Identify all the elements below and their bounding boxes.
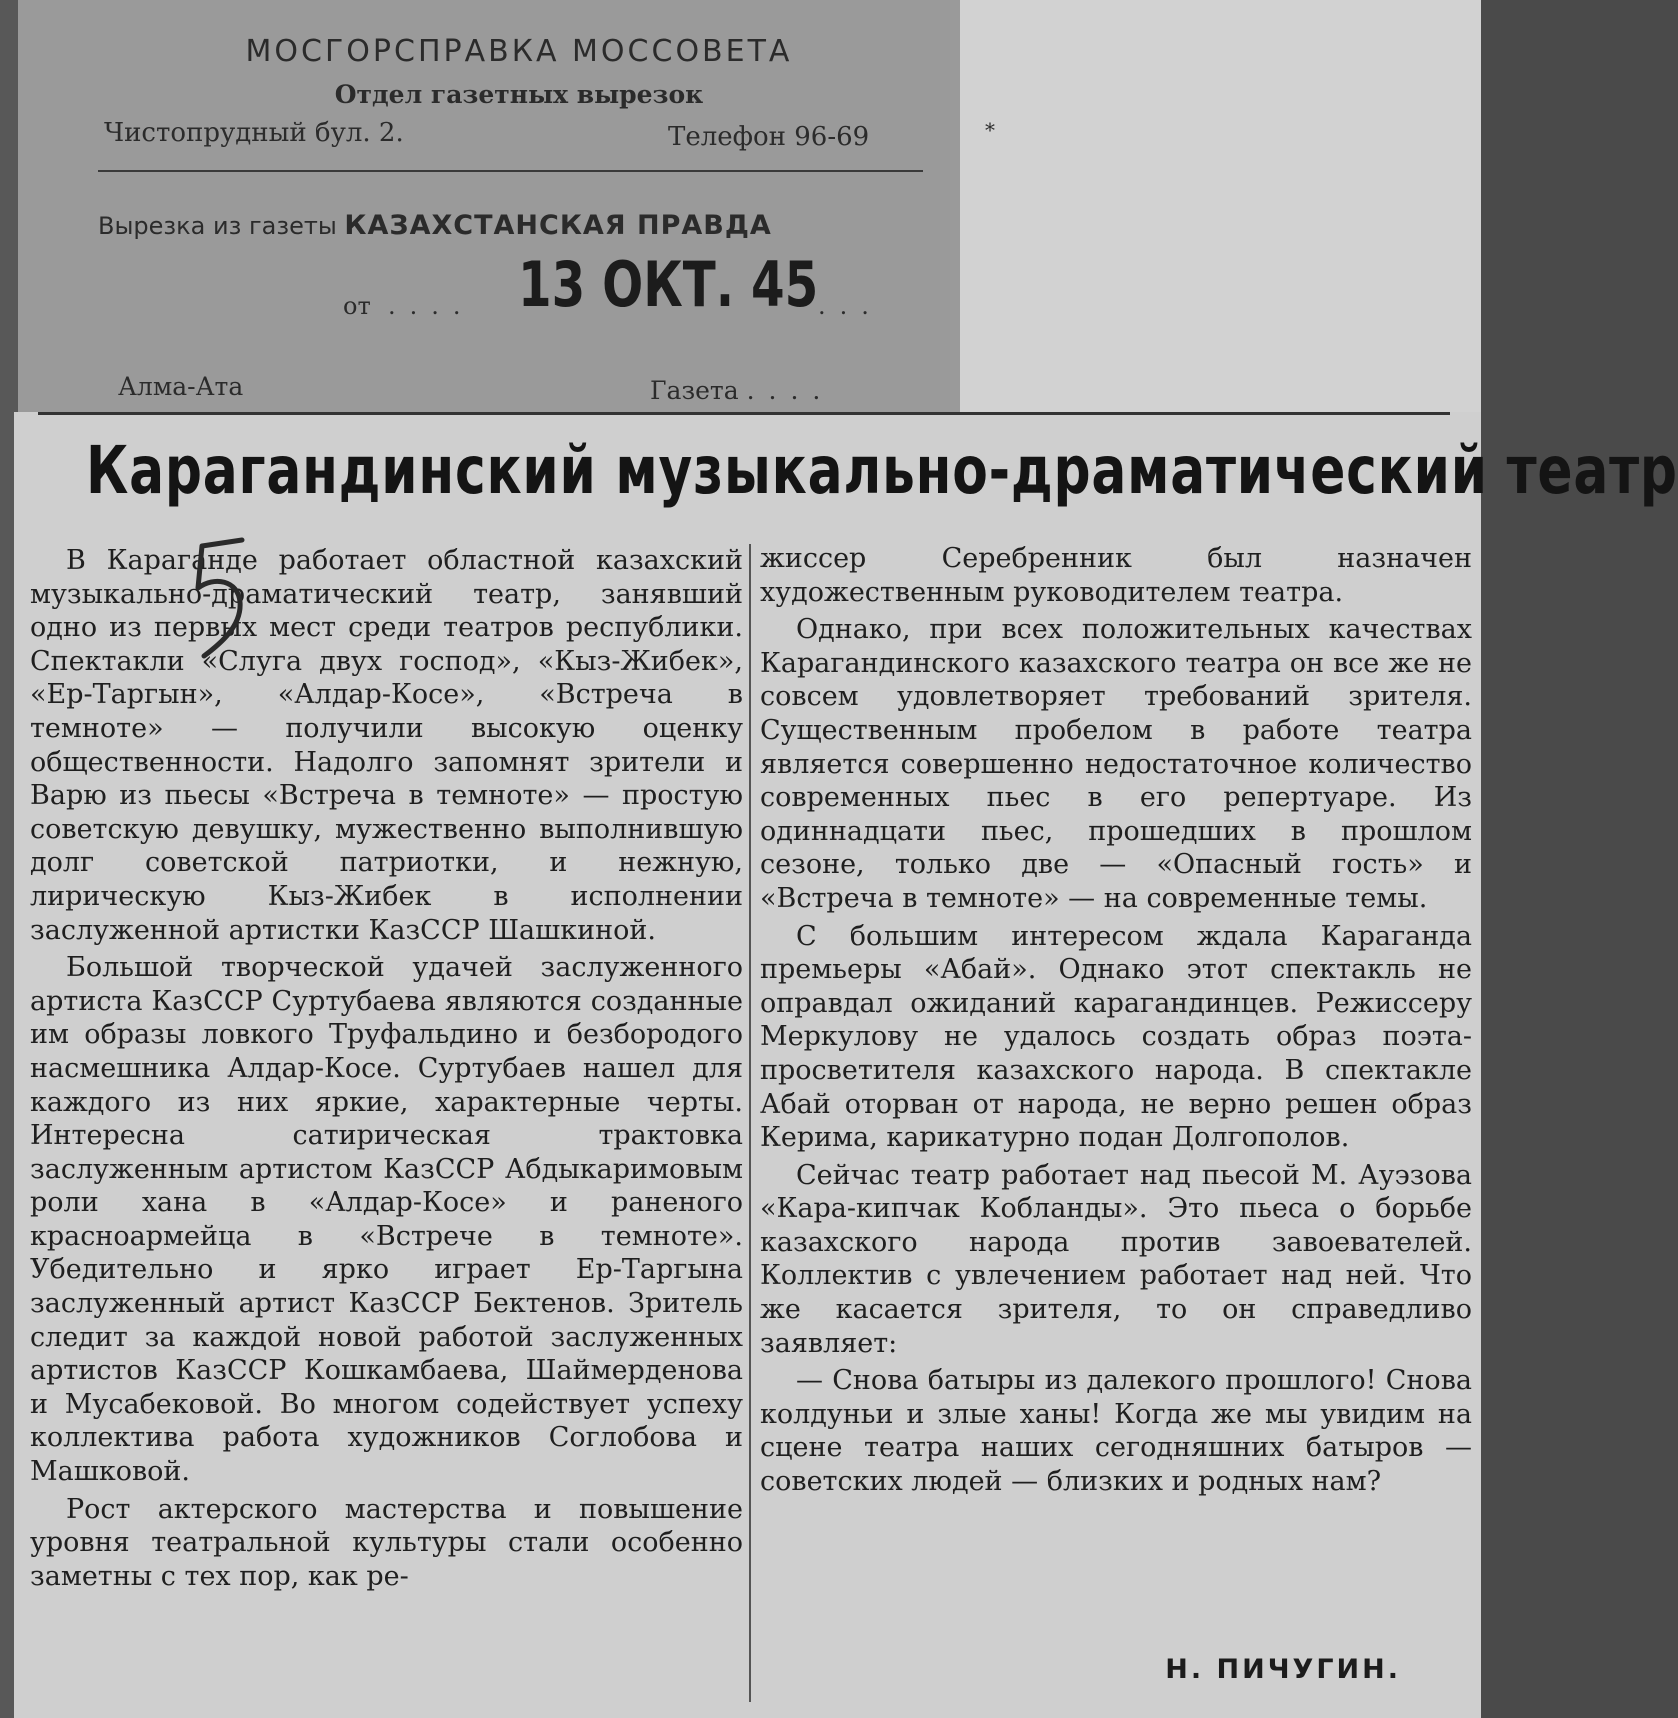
stamp-source-name: КАЗАХСТАНСКАЯ ПРАВДА xyxy=(344,210,772,241)
right-paragraph-2: Однако, при всех положительных качествах Карагандинского казахского театра он все же не совсем удовлетворяет требований зрителя. Существенным пробелом в работе театра является совершенно недостаточное количество современных пьес в его репертуаре. Из одиннадцати пьес, прошедших в прошлом сезоне, только две — «Опасный гость» и «Встреча в темноте» — на современные темы. xyxy=(760,614,1472,914)
right-paragraph-1: жиссер Серебренник был назначен художественным руководителем театра. xyxy=(760,543,1472,608)
article-column-right xyxy=(760,542,1472,1499)
stamp-star-mark: * xyxy=(985,118,995,142)
stamp-dots: .... xyxy=(388,292,475,320)
left-paragraph-3: Рост актерского мастерства и повышение уровня театральной культуры стали особенно заметны с тех пор, как ре- xyxy=(30,1493,743,1592)
stamp-source-label: Вырезка из газеты xyxy=(98,212,337,240)
stamp-department: Отдел газетных вырезок xyxy=(334,80,704,109)
article-headline: Карагандинский музыкально-драматический театр xyxy=(86,432,1678,509)
right-paragraph-5: — Снова батыры из далекого прошлого! Снова колдуньи и злые ханы! Когда же мы увидим на сцене театра наших сегодняшних батыров — советских людей — близких и родных нам? xyxy=(760,1365,1472,1498)
stamp-date: 13 ОКТ. 45 xyxy=(518,248,819,321)
stamp-dots-trailing: ... xyxy=(818,292,883,320)
clipping-top-rule xyxy=(38,412,1450,415)
left-paragraph-2: Большой творческой удачей заслуженного артиста КазССР Суртубаева являются созданные им образы ловкого Труфальдино и безбородого насмешника Алдар-Косе. Суртубаев нашел для каждого из них яркие, характерные черты. Интересна сатирическая трактовка заслуженным артистом КазССР Абдыкаримовым роли хана в «Алдар-Косе» и раненого красноармейца в «Встрече в темноте». Убедительно и ярко играет Ер-Таргына заслуженный артист КазССР Бектенов. Зритель следит за каждой новой работой заслуженных артистов КазССР Кошкамбаева, Шаймерденова и Мусабековой. Во многом содействует успеху коллектива работа художников Соглобова и Машковой. xyxy=(30,952,743,1488)
stamp-phone: Телефон 96-69 xyxy=(668,122,870,152)
right-paragraph-4: Сейчас театр работает над пьесой М. Ауэзова «Кара-кипчак Кобланды». Это пьеса о борьбе казахского народа против завоевателей. Коллектив с увлечением работает над ней. Что же касается зрителя, то он справедливо заявляет: xyxy=(760,1159,1472,1359)
handwritten-number-mark xyxy=(184,532,254,662)
stamp-city: Алма-Ата xyxy=(118,372,244,401)
right-paragraph-3: С большим интересом ждала Караганда премьеры «Абай». Однако этот спектакль не оправдал ожиданий карагандинцев. Режиссеру Меркулову не удалось создать образ поэта-просветителя казахского народа. В спектакле Абай оторван от народа, не верно решен образ Керима, карикатурно подан Долгополов. xyxy=(760,920,1472,1154)
stamp-divider xyxy=(98,170,923,172)
stamp-address: Чистопрудный бул. 2. xyxy=(104,118,404,148)
stamp-organization: МОСГОРСПРАВКА МОССОВЕТА xyxy=(245,34,793,69)
stamp-paper-label: Газета .... xyxy=(650,376,835,405)
stamp-paper-text: Газета xyxy=(650,376,739,405)
stamp-margin xyxy=(960,0,1481,420)
stamp-source xyxy=(98,210,772,241)
stamp-date-label: от xyxy=(343,292,371,320)
newspaper-clipping xyxy=(14,412,1678,1718)
author-signature: Н. ПИЧУГИН. xyxy=(1165,1654,1401,1685)
article-column-left xyxy=(30,544,743,1593)
column-divider xyxy=(749,544,751,1702)
clipping-service-stamp xyxy=(18,0,960,420)
left-paragraph-1: В Караганде работает областной казахский музыкально-драматический театр, занявший одно из первых мест среди театров республики. Спектакли «Слуга двух господ», «Кыз-Жибек», «Ер-Таргын», «Алдар-Косе», «Встреча в темноте» — получили высокую оценку общественности. Надолго запомнят зрители и Варю из пьесы «Встреча в темноте» — простую советскую девушку, мужественно выполнившую долг советской патриотки, и нежную, лирическую Кыз-Жибек в исполнении заслуженной артистки КазССР Шашкиной. xyxy=(30,545,743,946)
